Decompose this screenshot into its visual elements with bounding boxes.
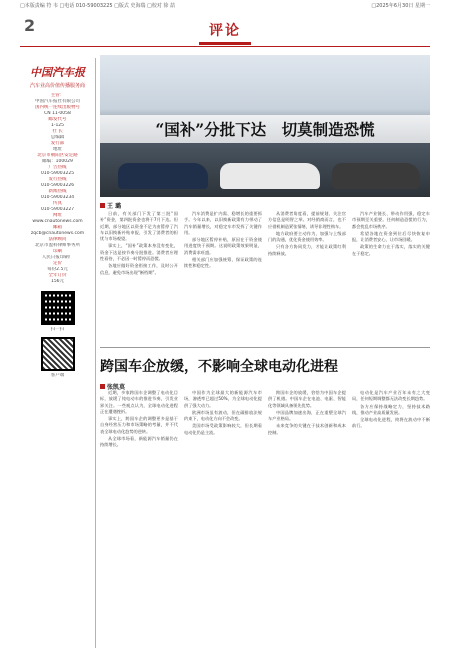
masthead-info-line: www.cnautonews.com xyxy=(32,219,83,224)
article-paragraph: 中国品牌加速出海，正在重塑全球汽车产业格局。 xyxy=(268,409,346,422)
article-byline: 张凯莫 xyxy=(100,382,125,391)
masthead-info-line: CN 11-0058 xyxy=(44,111,71,116)
article-headline: 跨国车企放缓，不影响全球电动化进程 xyxy=(100,359,338,375)
masthead-info-line: 新闻热线 xyxy=(48,189,67,194)
masthead-info-line: 广告热线 xyxy=(48,165,67,170)
masthead-info-list xyxy=(20,93,95,285)
masthead-info-line: 主管： xyxy=(50,93,65,98)
masthead-info-line: 社 长 xyxy=(52,129,63,134)
qr-caption: 扫一扫 xyxy=(50,327,65,332)
masthead-info-line: 1-125 xyxy=(50,123,65,128)
article-paragraph: 汽车消费是扩内需、稳增长的重要抓手。今年以来，以旧换新政策有力带动了汽车销量增长，对稳定车市发挥了关键作用。 xyxy=(184,211,262,235)
car-image xyxy=(118,163,208,189)
masthead-info-line: 北京市盈科律师事务所 xyxy=(35,243,80,248)
article-body xyxy=(100,390,430,450)
article-paragraph: 相关部门应加强统筹，保证政策的连续性和稳定性。 xyxy=(184,257,262,269)
masthead-info-line: 010-59003225 xyxy=(40,171,75,176)
qr-caption-2: 客户端 xyxy=(50,373,65,378)
masthead-info-line: 010-59003227 xyxy=(40,207,75,212)
article-paragraph: 从全球市场看，新能源汽车销量仍在持续增长。 xyxy=(100,436,178,448)
masthead-info-line: 发行部 xyxy=(50,141,65,146)
masthead-info-line: 国内统一连续出版物号 xyxy=(35,105,80,110)
masthead-info-line: 邮发代号 xyxy=(48,117,67,122)
masthead-info-line: 010-59003234 xyxy=(40,195,75,200)
article-paragraph: 希望各地在资金到位后尽快恢复申报，让消费者安心，让市场回暖。 xyxy=(352,230,430,243)
article-paragraph: 美国市场受政策影响较大，但长期看电动化仍是主流。 xyxy=(184,423,262,435)
article-paragraph: 部分地区暂停补贴，原因在于资金使用进度快于预期。这说明政策效果明显，消费需求旺盛。 xyxy=(184,237,262,255)
article-byline: 王 璐 xyxy=(100,201,121,210)
article-paragraph: 日前，有关部门下发了第三批“国补”资金，第四批资金也将于7月下达。但近期，部分地区以资金不足为由暂停了汽车以旧换新补贴申报，引发了消费者的担忧与市场观望。 xyxy=(100,211,178,242)
masthead-info-line: 中国汽车报社有限公司 xyxy=(35,99,80,104)
article-column xyxy=(100,390,178,450)
article-column xyxy=(184,211,262,277)
article-paragraph: 全球电动化进程，终将在波动中不断前行。 xyxy=(352,417,430,429)
newspaper-logo: 中国汽车报 xyxy=(30,66,85,79)
article-top xyxy=(100,55,430,345)
article-divider xyxy=(100,347,430,348)
article-paragraph: 中国作为全球最大的新能源汽车市场，渗透率已超过50%，为全球电动化提供了强大动力。 xyxy=(184,390,262,408)
masthead-info-line: 010-59003226 xyxy=(40,183,75,188)
masthead-info-line: 每份2.5元 xyxy=(47,267,68,272)
car-image xyxy=(332,163,420,189)
article-body xyxy=(100,211,430,277)
masthead-info-line: 定价 xyxy=(53,261,62,266)
article-paragraph: 电动化是汽车产业百年未有之大变局，任何短期调整都无法改变长期趋势。 xyxy=(352,390,430,402)
car-image xyxy=(220,163,320,189)
topbar-date: □2025年6月30日 星期一 xyxy=(371,3,430,9)
article-paragraph: 事实上，“国补”政策本身没有变化，资金下达是按节奏分批推进。消费者应理性看待，不必因一时暂停而恐慌。 xyxy=(100,243,178,262)
masthead-info-line: 人民日报印刷厂 xyxy=(41,255,74,260)
article-paragraph: 跨国车企的放缓，恰恰为中国车企提供了机遇。中国车企在电池、电驱、智能化等领域具备领先优势。 xyxy=(268,390,346,408)
qr-code-icon xyxy=(41,291,75,325)
article-column xyxy=(352,390,430,450)
masthead-info-line: 总编辑 xyxy=(50,135,65,140)
masthead-info-line: 156元 xyxy=(50,279,65,284)
masthead-sidebar xyxy=(20,58,96,648)
masthead-info-line: 邮编：100029 xyxy=(42,159,73,164)
article-paragraph: 事实上，跨国车企的调整更多是基于自身经营压力和市场策略的考量，并不代表全球电动化趋势的逆转。 xyxy=(100,416,178,434)
topbar-editor-info: □本版责编 符 韦 □电话 010-59003225 □版式 史海瑞 □校对 徐 喆 xyxy=(20,3,175,9)
masthead-info-line: 全年订价 xyxy=(48,273,67,278)
masthead-info-line: 地址 xyxy=(53,147,62,152)
article-paragraph: 汽车产业链长、带动作用强，稳定车市预期至关重要。任何制造恐慌的行为，都会扰乱市场秩序。 xyxy=(352,211,430,229)
article-column xyxy=(268,390,346,450)
article-paragraph: 各地应做好资金衔接工作，及时公开信息，避免市场出现“断档期”。 xyxy=(100,263,178,275)
article-paragraph: 近期，多家跨国车企调整了电动化目标，放缓了纯电动车的推进节奏，引发业界关注。一些观点认为，全球电动化进程正在遭遇挫折。 xyxy=(100,390,178,414)
masthead-info-line: 法律顾问 xyxy=(48,237,67,242)
article-paragraph: 地方政府要主动作为，加强与上级部门的沟通，优化资金使用效率。 xyxy=(268,230,346,243)
article-paragraph: 从消费者角度看，提前规划、关注官方信息是明智之举。对经销商而言，也不应借机制造紧张情绪，诱导非理性购车。 xyxy=(268,211,346,229)
page-header xyxy=(20,12,430,47)
article-paragraph: 政策的生命力在于落实，落实的关键在于稳定。 xyxy=(352,244,430,256)
masthead-info-line: 网址 xyxy=(53,213,62,218)
masthead-info-line: 印刷 xyxy=(53,249,62,254)
article-column xyxy=(268,211,346,277)
article-paragraph: 未来竞争的关键在于技术创新和成本控制。 xyxy=(268,423,346,435)
article-paragraph: 欧洲市场虽有波动，但在碳排放法规约束下，电动化方向不会改变。 xyxy=(184,409,262,422)
article-paragraph: 只有各方协同发力，才能让政策红利持续释放。 xyxy=(268,244,346,256)
page-number: 2 xyxy=(24,16,36,35)
qr-code-icon xyxy=(41,337,75,371)
article-column xyxy=(184,390,262,450)
article-column xyxy=(352,211,430,277)
article-bottom xyxy=(100,352,430,644)
article-paragraph: 各方应保持战略定力，坚持技术路线，推动产业高质量发展。 xyxy=(352,403,430,415)
article-column xyxy=(100,211,178,277)
masthead-info-line: 邮箱 xyxy=(53,225,62,230)
masthead-info-line: 传真 xyxy=(53,201,62,206)
masthead-info-line: 发行热线 xyxy=(48,177,67,182)
logo-subtitle: 汽车业高价值传播服务商 xyxy=(29,83,85,89)
article-headline: “国补”分批下达 切莫制造恐慌 xyxy=(100,115,430,143)
page-topbar xyxy=(0,0,450,11)
section-title: 评论 xyxy=(199,20,251,45)
masthead-info-line: 北京市朝阳区安定路 xyxy=(37,153,78,158)
masthead-info-line: zqcb@cnautonews.com xyxy=(30,231,85,236)
